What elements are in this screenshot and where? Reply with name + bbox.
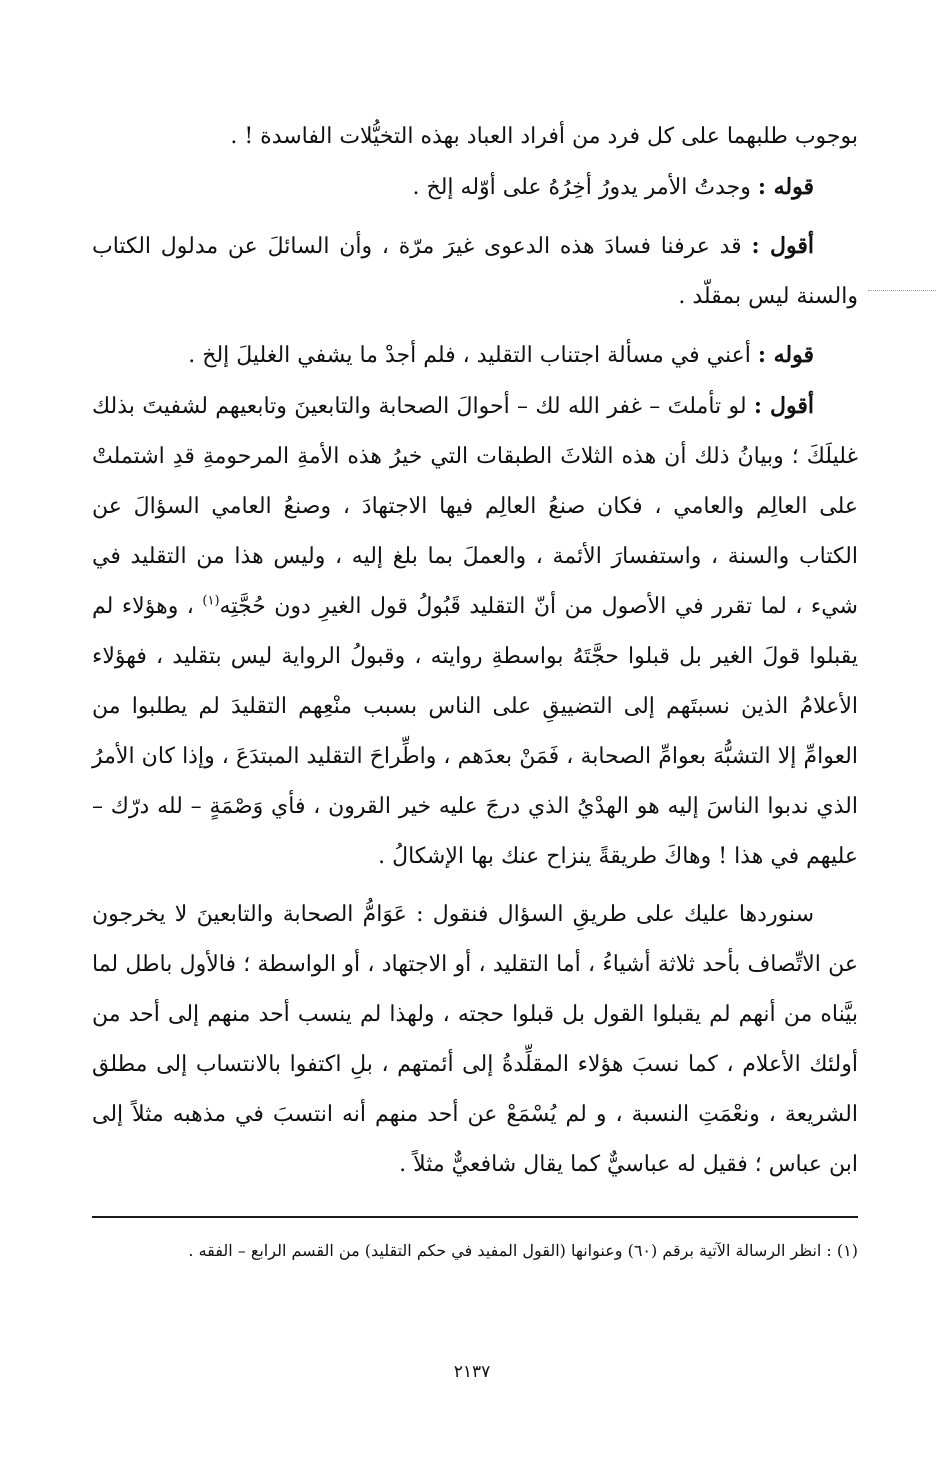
paragraph-5-text-a: لو تأملتَ – غفر الله لك – أحوالَ الصحابة والتابعينَ وتابعيهم لشفيتَ بذلك غليلَكَ ؛ وبيانُ ذلك أن هذه الثلاثَ الطبقات التي خيرُ هذه الأمةِ المرحومةِ قدِ اشتملتْ على العالِم والعامي ، فكان صنعُ العالِم فيها الاجتهادَ ، وصنعُ العامي السؤالَ عن الكتاب والسنة ، واستفسارَ الأئمة ، والعملَ بما بلغ إليه ، وليس هذا من التقليد في شيء ، لما تقرر في الأصول من أنّ التقليد قَبُولُ قول الغيرِ دون حُجَّتِه: [92, 394, 858, 619]
aqulu-keyword: أقول :: [751, 233, 814, 259]
page-number: ٢١٣٧: [453, 1362, 491, 1382]
footnote-1: [92, 1236, 858, 1266]
paragraph-1-text: بوجوب طلبهما على كل فرد من أفراد العباد بهذه التخيُّلات الفاسدة ! .: [230, 124, 858, 149]
paragraph-5: [92, 381, 858, 882]
paragraph-2: [92, 162, 858, 213]
paragraph-3: [92, 221, 858, 322]
footnote-separator: [92, 1216, 858, 1218]
paragraph-1: [92, 112, 858, 162]
footnote-text: : انظر الرسالة الآتية برقم (٦٠) وعنوانها (القول المفيد في حكم التقليد) من القسم الرابع – الفقه .: [188, 1241, 837, 1260]
paragraph-4-text: أعني في مسألة اجتناب التقليد ، فلم أجدْ ما يشفي الغليلَ إلخ .: [188, 343, 758, 368]
qawluhu-keyword: قوله :: [757, 174, 814, 200]
footnote-marker: (١): [836, 1241, 858, 1260]
paragraph-6: [92, 890, 858, 1190]
paragraph-6-text: سنوردها عليك على طريقِ السؤال فنقول : عَوَامُّ الصحابة والتابعينَ لا يخرجون عن الاتِّصاف بأحد ثلاثة أشياءُ ، أما التقليد ، أو الاجتهاد ، أو الواسطة ؛ فالأول باطل لما بيَّناه من أنهم لم يقبلوا القول بل قبلوا حجته ، ولهذا لم ينسب أحد منهم إلى أحد من أولئك الأعلام ، كما نسبَ هؤلاء المقلِّدةُ إلى أئمتهم ، بلِ اكتفوا بالانتساب إلى مطلق الشريعة ، ونعْمَتِ النسبة ، و لم يُسْمَعْ عن أحد منهم أنه انتسبَ في مذهبه مثلاً إلى ابن عباس ؛ فقيل له عباسيٌّ كما يقال شافعيٌّ مثلاً .: [92, 902, 858, 1177]
footnote-reference[interactable]: (١): [202, 593, 220, 609]
margin-dotted-line: [868, 290, 936, 291]
aqulu-keyword: أقول :: [753, 393, 814, 419]
paragraph-5-text-b: ، وهؤلاء لم يقبلوا قولَ الغير بل قبلوا حجَّتَهُ بواسطةِ روايته ، وقبولُ الرواية ليس بتقليد ، فهؤلاء الأعلامُ الذين نسبتَهم إلى التضييقِ على الناس بسبب منْعِهم التقليدَ لم يطلبوا من العوامِّ إلا التشبُّهَ بعوامِّ الصحابة ، فَمَنْ بعدَهم ، واطِّراحَ التقليد المبتدَعَ ، وإذا كان الأمرُ الذي ندبوا الناسَ إليه هو الهدْيُ الذي درجَ عليه خير القرون ، فأي وَصْمَةٍ – لله درّك – عليهم في هذا ! وهاكَ طريقةً ينزاح عنك بها الإشكالُ .: [92, 594, 858, 869]
qawluhu-keyword: قوله :: [757, 342, 814, 368]
paragraph-4: [92, 330, 858, 381]
paragraph-2-text: وجدتُ الأمر يدورُ أخِرُهُ على أوّله إلخ .: [412, 175, 758, 200]
main-text: [92, 112, 858, 1190]
paragraph-3-text: قد عرفنا فسادَ هذه الدعوى غيرَ مرّة ، وأن السائلَ عن مدلول الكتاب والسنة ليس بمقلّد .: [92, 234, 858, 309]
